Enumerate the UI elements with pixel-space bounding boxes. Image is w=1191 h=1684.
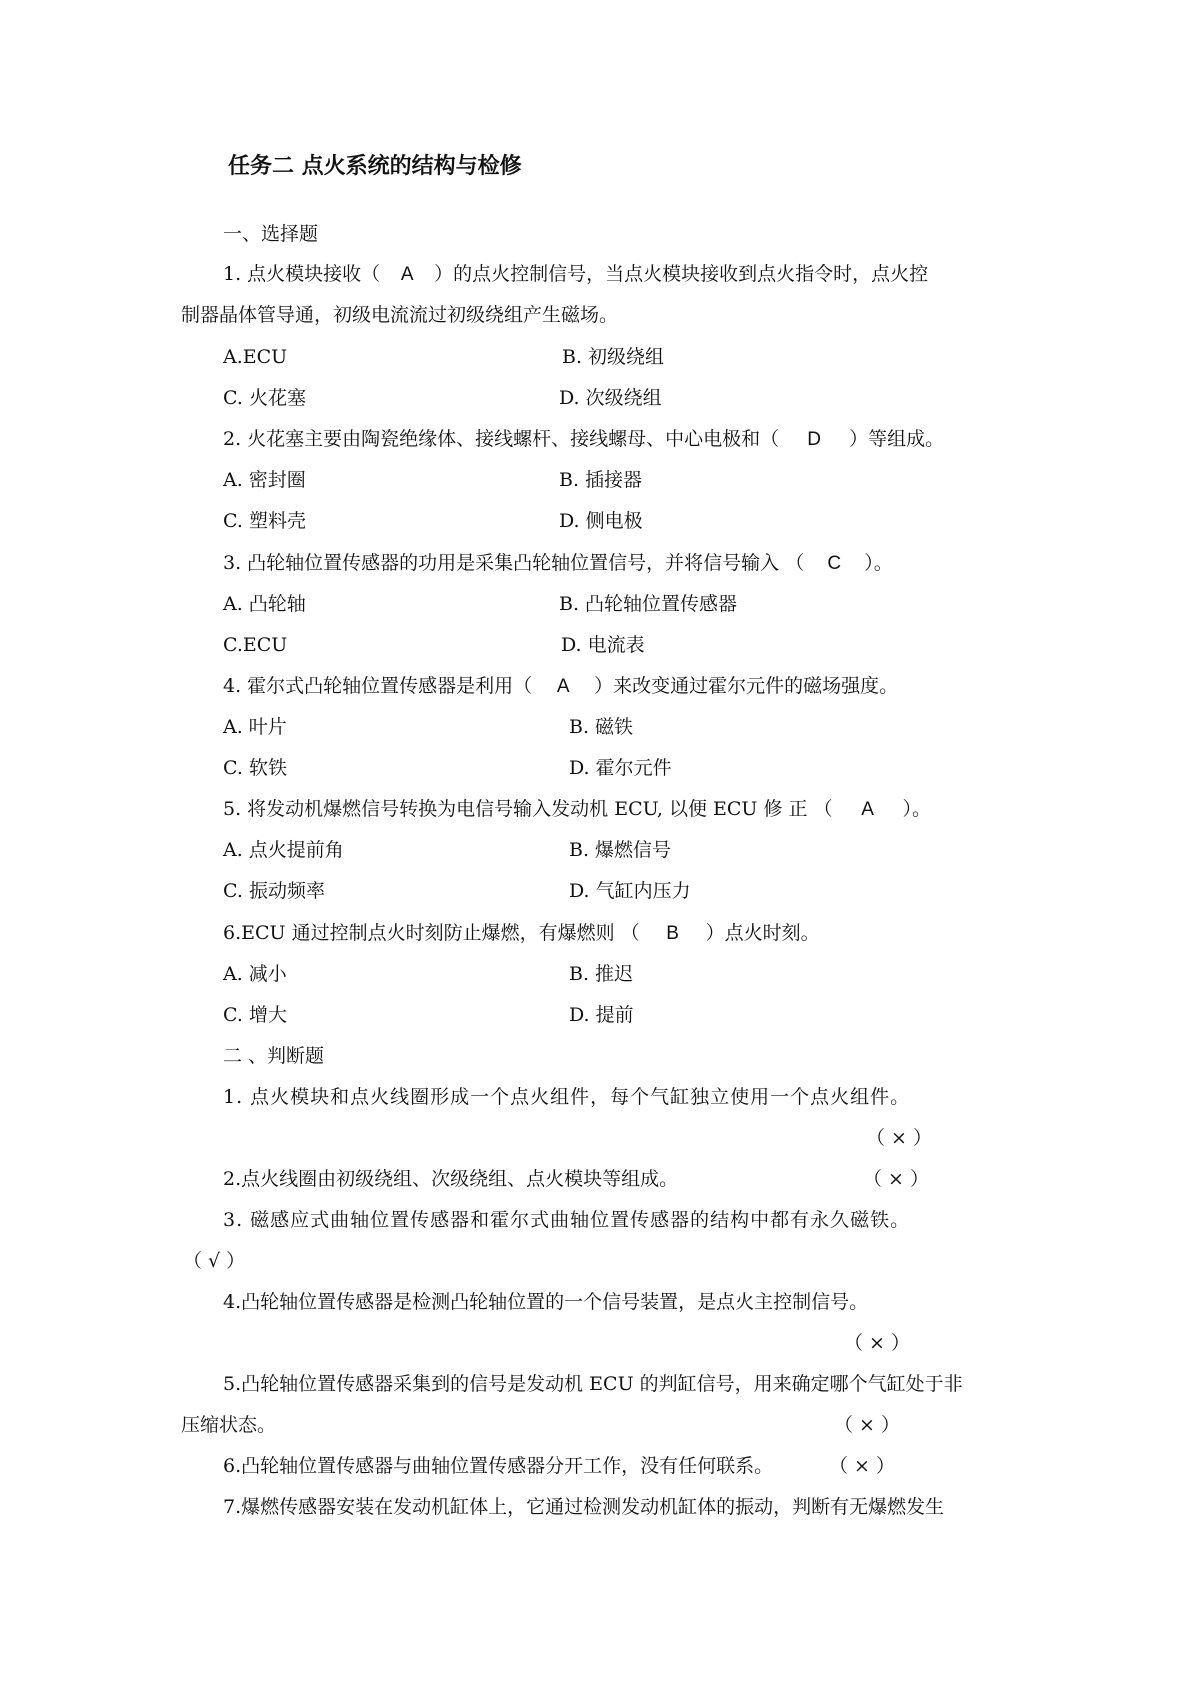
option-d: D. 次级绕组 [559, 387, 662, 409]
judgment-3-mark: （ √ ） [183, 1250, 246, 1272]
question-2-text: 2. 火花塞主要由陶瓷绝缘体、接线螺杆、接线螺母、中心电极和（ [223, 428, 780, 450]
question-1-line2: 制器晶体管导通，初级电流流过初级绕组产生磁场。 [181, 304, 619, 326]
question-1-answer: A [400, 264, 414, 285]
section-heading-choice: 一、选择题 [223, 223, 319, 245]
judgment-7: 7.爆燃传感器安装在发动机缸体上，它通过检测发动机缸体的振动，判断有无爆燃发生 [223, 1496, 945, 1518]
question-3-text: 3. 凸轮轴位置传感器的功用是采集凸轮轴位置信号，并将信号输入 （ [223, 552, 805, 574]
option-c: C. 振动频率 [223, 880, 325, 902]
question-6-answer: B [666, 923, 679, 944]
judgment-3: 3. 磁感应式曲轴位置传感器和霍尔式曲轴位置传感器的结构中都有永久磁铁。 [223, 1209, 911, 1231]
judgment-2: 2.点火线圈由初级绕组、次级绕组、点火模块等组成。 [223, 1168, 679, 1190]
question-5-text: 5. 将发动机爆燃信号转换为电信号输入发动机 ECU, 以便 ECU 修 正 （ [223, 798, 833, 820]
question-2-answer: D [807, 429, 822, 450]
option-c: C. 增大 [223, 1004, 287, 1026]
question-2-text-cont: ）等组成。 [849, 428, 945, 450]
judgment-4-mark: （ × ） [844, 1332, 910, 1354]
judgment-5: 5.凸轮轴位置传感器采集到的信号是发动机 ECU 的判缸信号，用来确定哪个气缸处于非 [223, 1373, 963, 1395]
judgment-5-line2: 压缩状态。 [181, 1414, 277, 1436]
question-6 [223, 921, 820, 946]
option-a: A. 减小 [223, 963, 287, 985]
option-a: A.ECU [223, 346, 288, 368]
question-6-text-cont: ）点火时刻。 [705, 922, 820, 944]
question-1-text-cont: ）的点火控制信号，当点火模块接收到点火指令时，点火控 [434, 263, 929, 285]
option-b: B. 插接器 [559, 469, 643, 491]
question-4 [223, 674, 898, 699]
question-1-text: 1. 点火模块接收（ [223, 263, 381, 285]
judgment-1-mark: （ × ） [866, 1127, 932, 1149]
option-c: C. 塑料壳 [223, 510, 306, 532]
question-5-text-cont: ）。 [902, 798, 932, 820]
option-a: A. 凸轮轴 [223, 593, 306, 615]
option-a: A. 叶片 [223, 716, 287, 738]
option-d: D. 电流表 [561, 634, 645, 656]
question-3 [223, 551, 893, 576]
option-c: C.ECU [223, 634, 288, 656]
question-4-text-cont: ）来改变通过霍尔元件的磁场强度。 [594, 675, 899, 697]
option-d: D. 气缸内压力 [569, 880, 691, 902]
question-1 [223, 262, 928, 287]
option-c: C. 火花塞 [223, 387, 306, 409]
option-a: A. 密封圈 [223, 469, 306, 491]
question-5-answer: A [861, 799, 874, 820]
judgment-6-mark: （ × ） [829, 1455, 895, 1477]
option-d: D. 霍尔元件 [569, 757, 672, 779]
section-heading-judgment: 二 、判断题 [223, 1045, 325, 1067]
option-c: C. 软铁 [223, 757, 287, 779]
question-5 [223, 797, 931, 822]
option-b: B. 初级绕组 [562, 346, 665, 368]
option-b: B. 磁铁 [569, 716, 634, 738]
option-a: A. 点火提前角 [223, 839, 344, 861]
question-3-answer: C [827, 553, 842, 574]
judgment-5-mark: （ × ） [834, 1414, 900, 1436]
judgment-1: 1. 点火模块和点火线圈形成一个点火组件，每个气缸独立使用一个点火组件。 [223, 1086, 911, 1108]
option-d: D. 侧电极 [559, 510, 643, 532]
judgment-2-mark: （ × ） [863, 1168, 929, 1190]
question-4-text: 4. 霍尔式凸轮轴位置传感器是利用（ [223, 675, 533, 697]
option-d: D. 提前 [569, 1004, 634, 1026]
judgment-4: 4.凸轮轴位置传感器是检测凸轮轴位置的一个信号装置，是点火主控制信号。 [223, 1291, 869, 1313]
judgment-6: 6.凸轮轴位置传感器与曲轴位置传感器分开工作，没有任何联系。 [223, 1455, 774, 1477]
option-b: B. 凸轮轴位置传感器 [559, 593, 738, 615]
question-3-text-cont: ）。 [864, 552, 893, 574]
question-2 [223, 427, 944, 452]
question-6-text: 6.ECU 通过控制点火时刻防止爆燃，有爆燃则 （ [223, 922, 640, 944]
option-b: B. 推迟 [569, 963, 634, 985]
question-4-answer: A [556, 676, 570, 697]
page-title: 任务二 点火系统的结构与检修 [228, 154, 522, 179]
option-b: B. 爆燃信号 [569, 839, 672, 861]
